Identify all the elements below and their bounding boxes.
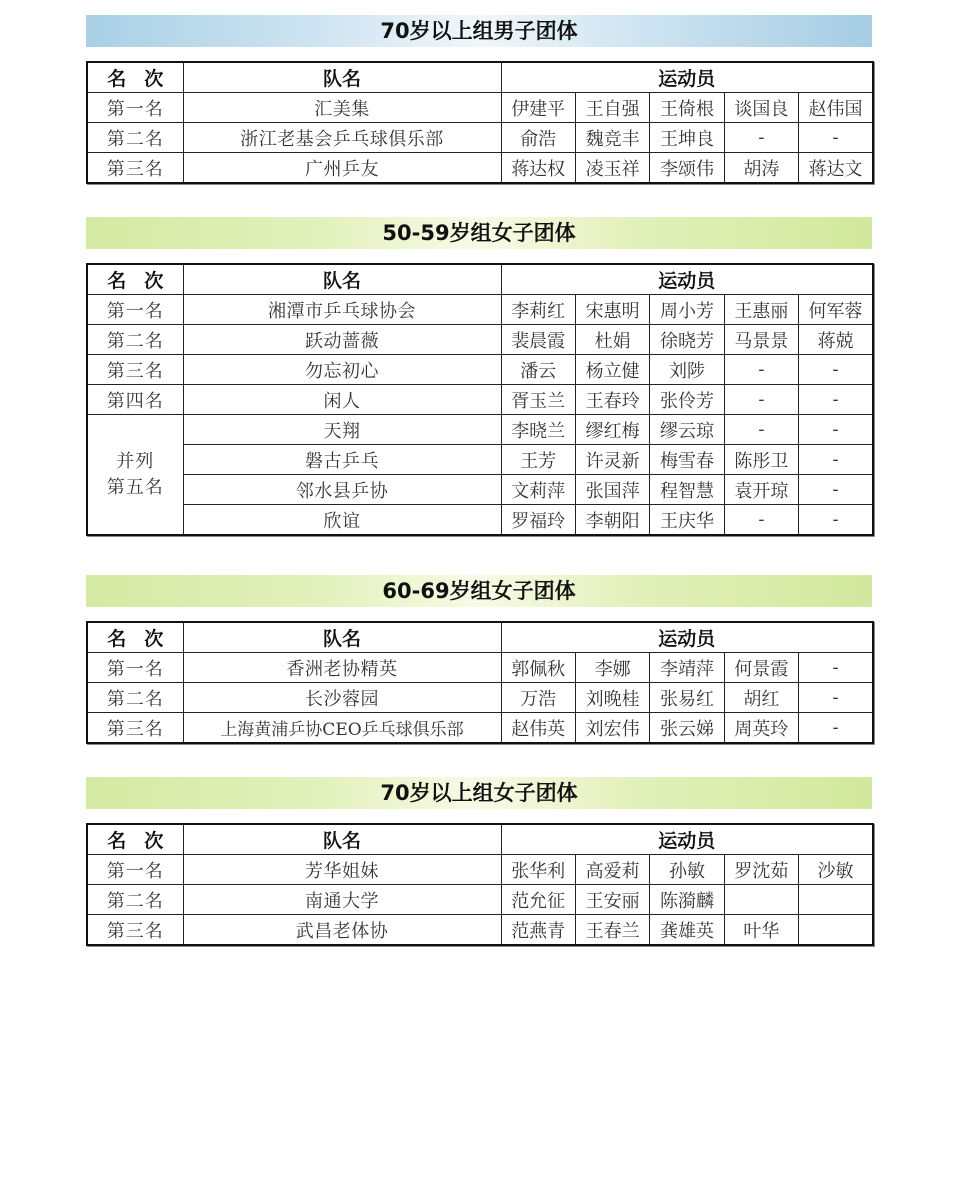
team-cell: 武昌老体协 bbox=[183, 915, 501, 946]
athlete-cell: 万浩 bbox=[501, 683, 575, 713]
header-athletes: 运动员 bbox=[501, 264, 873, 295]
athlete-cell: - bbox=[799, 683, 873, 713]
athlete-cell: 李莉红 bbox=[501, 295, 575, 325]
athlete-cell: 文莉萍 bbox=[501, 475, 575, 505]
athlete-cell: 李朝阳 bbox=[575, 505, 649, 536]
athlete-cell: 潘云 bbox=[501, 355, 575, 385]
athlete-cell: - bbox=[799, 653, 873, 683]
athlete-cell: 胡涛 bbox=[724, 153, 798, 184]
table-row bbox=[87, 505, 873, 536]
table-row bbox=[87, 295, 873, 325]
rank-cell: 第二名 bbox=[87, 123, 183, 153]
athlete-cell: 罗沈茹 bbox=[724, 855, 798, 885]
athlete-cell: 周小芳 bbox=[650, 295, 724, 325]
rank-cell: 第二名 bbox=[87, 325, 183, 355]
athlete-cell: 许灵新 bbox=[575, 445, 649, 475]
rank-cell: 第三名 bbox=[87, 153, 183, 184]
athlete-cell: 李娜 bbox=[575, 653, 649, 683]
athlete-cell: 郭佩秋 bbox=[501, 653, 575, 683]
rank-cell: 第四名 bbox=[87, 385, 183, 415]
rank-cell: 第一名 bbox=[87, 93, 183, 123]
athlete-cell: 蒋达权 bbox=[501, 153, 575, 184]
table-row bbox=[87, 445, 873, 475]
athlete-cell: - bbox=[799, 475, 873, 505]
team-cell: 香洲老协精英 bbox=[183, 653, 501, 683]
athlete-cell: 王芳 bbox=[501, 445, 575, 475]
team-cell: 广州乒友 bbox=[183, 153, 501, 184]
athlete-cell: 袁开琼 bbox=[724, 475, 798, 505]
athlete-cell: 梅雪春 bbox=[650, 445, 724, 475]
section-title-banner bbox=[86, 15, 872, 47]
athlete-cell: - bbox=[799, 123, 873, 153]
header-rank: 名次 bbox=[87, 824, 183, 855]
athlete-cell: 陈漪麟 bbox=[650, 885, 724, 915]
rank-cell: 第一名 bbox=[87, 295, 183, 325]
team-cell: 长沙蓉园 bbox=[183, 683, 501, 713]
athlete-cell: 缪红梅 bbox=[575, 415, 649, 445]
header-athletes: 运动员 bbox=[501, 62, 873, 93]
table-row bbox=[87, 93, 873, 123]
table-header-row bbox=[87, 824, 873, 855]
athlete-cell: 蒋达文 bbox=[799, 153, 873, 184]
athlete-cell: 王庆华 bbox=[650, 505, 724, 536]
athlete-cell: 张国萍 bbox=[575, 475, 649, 505]
athlete-cell: - bbox=[724, 123, 798, 153]
athlete-cell: 王春玲 bbox=[575, 385, 649, 415]
athlete-cell: 王自强 bbox=[575, 93, 649, 123]
athlete-cell: - bbox=[724, 415, 798, 445]
rank-cell: 第一名 bbox=[87, 653, 183, 683]
athlete-cell: 李颂伟 bbox=[650, 153, 724, 184]
team-cell: 跃动蔷薇 bbox=[183, 325, 501, 355]
rank-cell: 第三名 bbox=[87, 713, 183, 744]
table-row bbox=[87, 683, 873, 713]
athlete-cell: 张云娣 bbox=[650, 713, 724, 744]
section-title-banner bbox=[86, 575, 872, 607]
athlete-cell: 凌玉祥 bbox=[575, 153, 649, 184]
athlete-cell: 程智慧 bbox=[650, 475, 724, 505]
section-title: 60-69岁组女子团体 bbox=[382, 579, 576, 603]
team-cell: 闲人 bbox=[183, 385, 501, 415]
table-row bbox=[87, 713, 873, 744]
athlete-cell: - bbox=[799, 355, 873, 385]
rank-cell: 第二名 bbox=[87, 683, 183, 713]
athlete-cell: 张易红 bbox=[650, 683, 724, 713]
section-60-69-women-team bbox=[86, 575, 872, 744]
rank-cell: 第三名 bbox=[87, 915, 183, 946]
tied-rank-line2: 第五名 bbox=[106, 476, 164, 498]
athlete-cell: 赵伟英 bbox=[501, 713, 575, 744]
athlete-cell: 张伶芳 bbox=[650, 385, 724, 415]
athlete-cell: 王倚根 bbox=[650, 93, 724, 123]
athlete-cell: 蒋兢 bbox=[799, 325, 873, 355]
results-table bbox=[86, 263, 874, 536]
athlete-cell: - bbox=[799, 415, 873, 445]
athlete-cell: 何景霞 bbox=[724, 653, 798, 683]
team-cell: 上海黄浦乒协CEO乒乓球俱乐部 bbox=[183, 713, 501, 744]
athlete-cell: 宋惠明 bbox=[575, 295, 649, 325]
table-row bbox=[87, 123, 873, 153]
header-team: 队名 bbox=[183, 264, 501, 295]
section-title-banner bbox=[86, 217, 872, 249]
athlete-cell: 赵伟国 bbox=[799, 93, 873, 123]
athlete-cell: 俞浩 bbox=[501, 123, 575, 153]
athlete-cell: - bbox=[724, 355, 798, 385]
header-rank: 名次 bbox=[87, 622, 183, 653]
team-cell: 邻水县乒协 bbox=[183, 475, 501, 505]
table-row bbox=[87, 475, 873, 505]
rank-cell: 第二名 bbox=[87, 885, 183, 915]
athlete-cell: 李晓兰 bbox=[501, 415, 575, 445]
section-title: 70岁以上组女子团体 bbox=[380, 781, 578, 805]
header-rank: 名次 bbox=[87, 62, 183, 93]
tied-rank-line1: 并列 bbox=[116, 450, 155, 472]
team-cell: 浙江老基会乒乓球俱乐部 bbox=[183, 123, 501, 153]
athlete-cell: 陈彤卫 bbox=[724, 445, 798, 475]
table-row bbox=[87, 153, 873, 184]
athlete-cell: 刘宏伟 bbox=[575, 713, 649, 744]
athlete-cell: 胡红 bbox=[724, 683, 798, 713]
athlete-cell: 胥玉兰 bbox=[501, 385, 575, 415]
table-row bbox=[87, 325, 873, 355]
athlete-cell: - bbox=[799, 505, 873, 536]
table-row bbox=[87, 415, 873, 445]
athlete-cell: 杨立健 bbox=[575, 355, 649, 385]
athlete-cell: 何军蓉 bbox=[799, 295, 873, 325]
athlete-cell: 沙敏 bbox=[799, 855, 873, 885]
team-cell: 南通大学 bbox=[183, 885, 501, 915]
table-header-row bbox=[87, 62, 873, 93]
results-table bbox=[86, 61, 874, 184]
athlete-cell: 徐晓芳 bbox=[650, 325, 724, 355]
section-title: 50-59岁组女子团体 bbox=[382, 221, 576, 245]
header-rank: 名次 bbox=[87, 264, 183, 295]
section-50-59-women-team bbox=[86, 217, 872, 536]
athlete-cell: 王坤良 bbox=[650, 123, 724, 153]
section-title-banner bbox=[86, 777, 872, 809]
athlete-cell: 裴晨霞 bbox=[501, 325, 575, 355]
team-cell: 芳华姐妹 bbox=[183, 855, 501, 885]
team-cell: 勿忘初心 bbox=[183, 355, 501, 385]
section-title: 70岁以上组男子团体 bbox=[380, 19, 578, 43]
athlete-cell: 高爱莉 bbox=[575, 855, 649, 885]
athlete-cell: - bbox=[799, 385, 873, 415]
athlete-cell: 王安丽 bbox=[575, 885, 649, 915]
athlete-cell bbox=[799, 885, 873, 915]
athlete-cell: 张华利 bbox=[501, 855, 575, 885]
athlete-cell: 王惠丽 bbox=[724, 295, 798, 325]
athlete-cell: 龚雄英 bbox=[650, 915, 724, 946]
rank-cell: 第三名 bbox=[87, 355, 183, 385]
athlete-cell: 马景景 bbox=[724, 325, 798, 355]
table-header-row bbox=[87, 622, 873, 653]
athlete-cell bbox=[799, 915, 873, 946]
team-cell: 天翔 bbox=[183, 415, 501, 445]
section-70plus-women-team bbox=[86, 777, 872, 946]
header-team: 队名 bbox=[183, 824, 501, 855]
athlete-cell: - bbox=[799, 445, 873, 475]
header-team: 队名 bbox=[183, 62, 501, 93]
team-cell: 汇美集 bbox=[183, 93, 501, 123]
athlete-cell: 范允征 bbox=[501, 885, 575, 915]
athlete-cell: 范燕青 bbox=[501, 915, 575, 946]
athlete-cell: 周英玲 bbox=[724, 713, 798, 744]
results-table bbox=[86, 621, 874, 744]
results-table bbox=[86, 823, 874, 946]
athlete-cell: 谈国良 bbox=[724, 93, 798, 123]
table-row bbox=[87, 385, 873, 415]
athlete-cell: 叶华 bbox=[724, 915, 798, 946]
athlete-cell: 王春兰 bbox=[575, 915, 649, 946]
table-row bbox=[87, 855, 873, 885]
athlete-cell: - bbox=[724, 385, 798, 415]
athlete-cell: 刘晚桂 bbox=[575, 683, 649, 713]
header-athletes: 运动员 bbox=[501, 622, 873, 653]
table-row bbox=[87, 885, 873, 915]
table-row bbox=[87, 915, 873, 946]
athlete-cell: 刘陟 bbox=[650, 355, 724, 385]
athlete-cell: 杜娟 bbox=[575, 325, 649, 355]
rank-cell-tied bbox=[87, 415, 183, 536]
athlete-cell: 伊建平 bbox=[501, 93, 575, 123]
team-cell: 磐古乒乓 bbox=[183, 445, 501, 475]
athlete-cell bbox=[724, 885, 798, 915]
athlete-cell: 罗福玲 bbox=[501, 505, 575, 536]
athlete-cell: 魏竞丰 bbox=[575, 123, 649, 153]
table-row bbox=[87, 355, 873, 385]
team-cell: 湘潭市乒乓球协会 bbox=[183, 295, 501, 325]
table-row bbox=[87, 653, 873, 683]
athlete-cell: 缪云琼 bbox=[650, 415, 724, 445]
team-cell: 欣谊 bbox=[183, 505, 501, 536]
rank-cell: 第一名 bbox=[87, 855, 183, 885]
table-header-row bbox=[87, 264, 873, 295]
athlete-cell: - bbox=[724, 505, 798, 536]
section-70plus-men-team bbox=[86, 15, 872, 184]
athlete-cell: - bbox=[799, 713, 873, 744]
athlete-cell: 孙敏 bbox=[650, 855, 724, 885]
header-team: 队名 bbox=[183, 622, 501, 653]
header-athletes: 运动员 bbox=[501, 824, 873, 855]
athlete-cell: 李靖萍 bbox=[650, 653, 724, 683]
